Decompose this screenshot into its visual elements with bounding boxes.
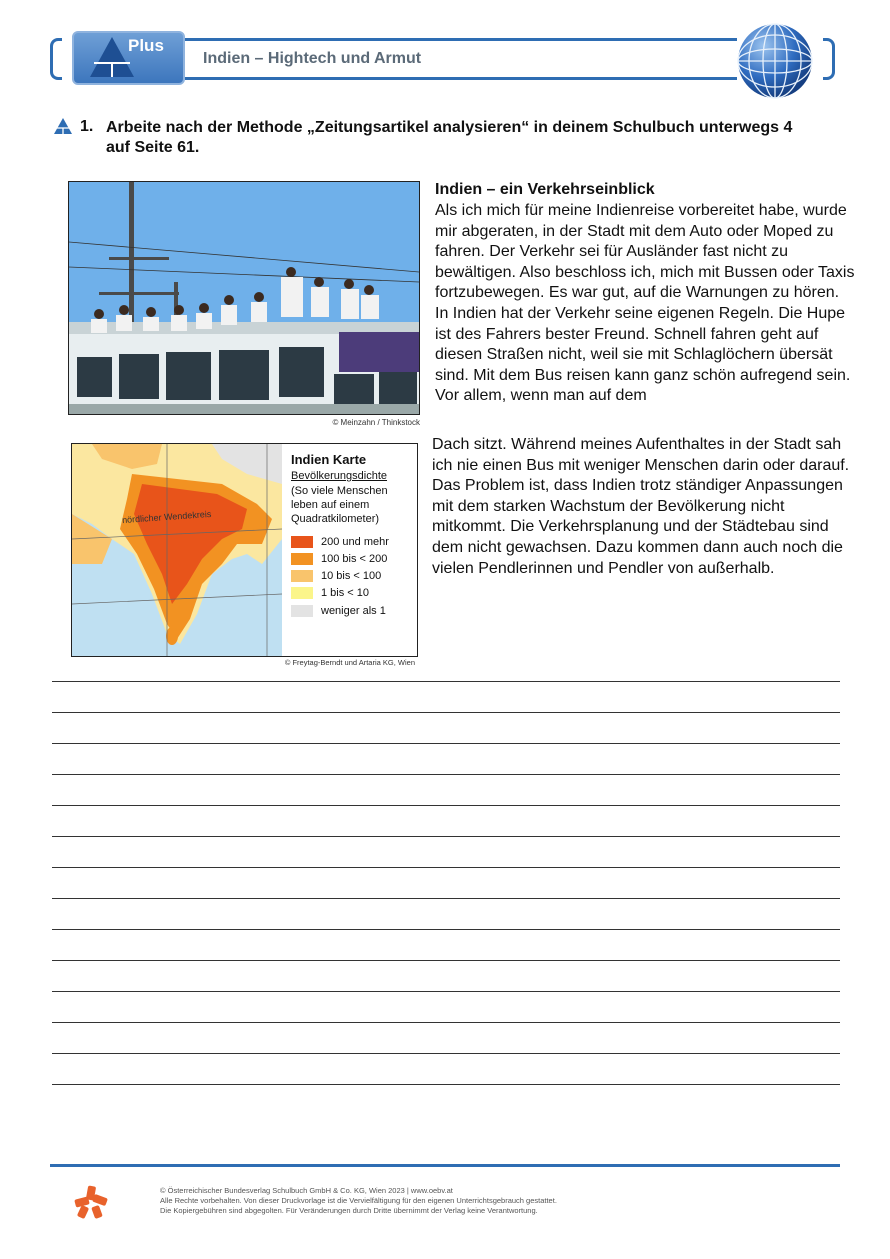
- writing-line[interactable]: [52, 774, 840, 775]
- plus-label: Plus: [128, 36, 164, 55]
- legend-swatch: [291, 536, 313, 548]
- legend-item: [291, 569, 381, 583]
- header-bracket-left: [50, 38, 62, 80]
- writing-line[interactable]: [52, 1053, 840, 1054]
- writing-line[interactable]: [52, 1084, 840, 1085]
- legend-item: [291, 604, 386, 618]
- legend-swatch: [291, 570, 313, 582]
- legend-item: [291, 586, 369, 600]
- map-title: Indien Karte: [291, 452, 367, 467]
- bus-photo: [68, 181, 420, 415]
- footer-copyright: [160, 1186, 810, 1216]
- task-instruction: Arbeite nach der Methode „Zeitungsartikel analysieren“ in deinem Schulbuch unterwegs 4 auf Seite 61.: [106, 119, 793, 156]
- writing-line[interactable]: [52, 712, 840, 713]
- writing-line[interactable]: [52, 867, 840, 868]
- legend-swatch: [291, 605, 313, 617]
- writing-line[interactable]: [52, 681, 840, 682]
- legend-swatch: [291, 587, 313, 599]
- writing-line[interactable]: [52, 991, 840, 992]
- tropic-label: nördlicher Wendekreis: [121, 508, 212, 526]
- header-rule-top: [185, 38, 737, 41]
- legend-swatch: [291, 553, 313, 565]
- legend-item: [291, 535, 389, 549]
- worksheet-title: Indien – Hightech und Armut: [203, 50, 422, 67]
- footer-line: © Österreichischer Bundesverlag Schulbuch GmbH & Co. KG, Wien 2023 | www.oebv.at: [160, 1186, 453, 1195]
- footer-rule: [50, 1164, 840, 1167]
- writing-line[interactable]: [52, 1022, 840, 1023]
- footer-line: Alle Rechte vorbehalten. Von dieser Druckvorlage ist die Vervielfältigung für den eigenen Unterrichtsgebrauch gestattet.: [160, 1196, 557, 1205]
- footer-line: Die Kopiergebühren sind abgegolten. Für Veränderungen durch Dritte übernimmt der Verlag keine Verantwortung.: [160, 1206, 538, 1215]
- legend-label: weniger als 1: [321, 605, 386, 617]
- writing-line[interactable]: [52, 898, 840, 899]
- task-number: 1.: [80, 118, 94, 135]
- map-subtitle: Bevölkerungsdichte: [291, 470, 388, 482]
- article-text-part1: Als ich mich für meine Indienreise vorbereitet habe, wurde mir abgeraten, in der Stadt mit dem Auto oder Moped zu fahren. Der Verkehr sei für Ausländer fast nicht zu bewältigen. Also beschloss ich, mich mit Bussen oder Taxis fortzubewegen. Es war gut, auf die Warnungen zu hören. In Indien hat der Verkehr seine eigenen Regeln. Die Hupe ist des Fahrers bester Freund. Schnell fahren geht auf diesen Straßen nicht, weil sie mit Schlaglöchern übersät sind. Mit dem Bus reisen kann ganz schön aufregend sein. Vor allem, wenn man auf dem: [435, 202, 855, 405]
- header-rule-bottom: [185, 77, 737, 80]
- legend-label: 200 und mehr: [321, 536, 389, 548]
- legend-item: [291, 552, 387, 566]
- article-text-part2: [432, 435, 852, 579]
- writing-line[interactable]: [52, 805, 840, 806]
- legend-label: 1 bis < 10: [321, 587, 370, 599]
- map-description: (So viele Menschen leben auf einem Quadratkilometer): [291, 485, 388, 525]
- writing-line[interactable]: [52, 836, 840, 837]
- globe-icon: [736, 22, 814, 100]
- header-bracket-right: [823, 38, 835, 80]
- legend-label: 10 bis < 100: [321, 570, 382, 582]
- publisher-logo-icon: [73, 1184, 109, 1220]
- article-paragraph: Dach sitzt. Während meines Aufenthaltes in der Stadt sah ich nie einen Bus mit weniger Menschen darin oder darauf.: [432, 436, 850, 474]
- map-credit: © Freytag-Berndt und Artaria KG, Wien: [284, 658, 415, 667]
- legend-label: 100 bis < 200: [321, 553, 388, 565]
- article-title: Indien – ein Verkehrseinblick: [435, 181, 655, 198]
- writing-line[interactable]: [52, 960, 840, 961]
- writing-line[interactable]: [52, 929, 840, 930]
- task-pyramid-icon: [53, 117, 73, 135]
- article-paragraph: Das Problem ist, dass Indien trotz ständiger Anpassungen mit dem starken Wachstum der Bevölkerung nicht mitkommt. Die Verkehrsplanung und der Städtebau sind dem nicht gewachsen. Dazu kommen dann auch noch die vielen Pendlerinnen und Pendler von außerhalb.: [432, 477, 843, 577]
- photo-credit: © Meinzahn / Thinkstock: [332, 418, 420, 427]
- writing-line[interactable]: [52, 743, 840, 744]
